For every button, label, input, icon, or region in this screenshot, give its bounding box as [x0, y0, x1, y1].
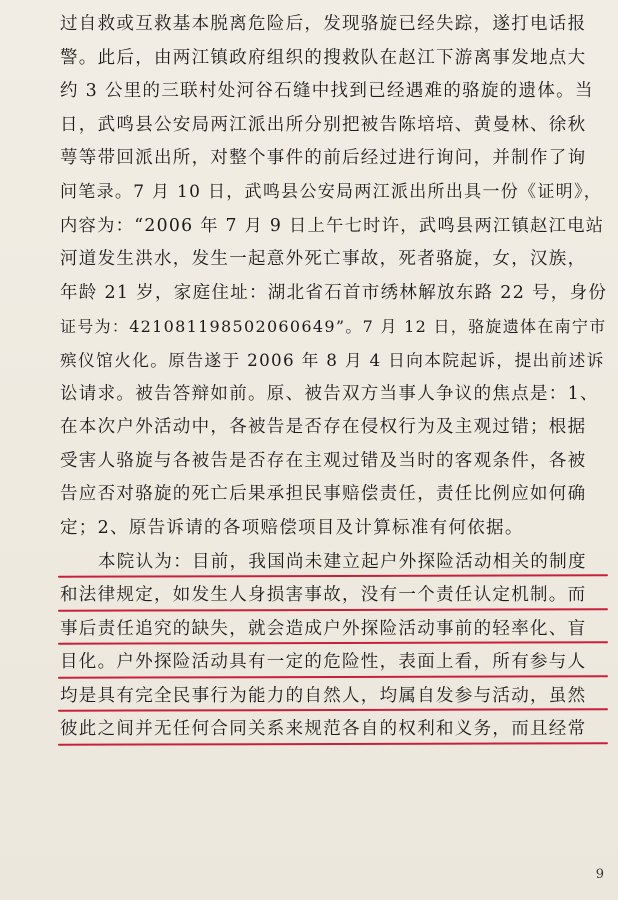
text-line: 殡仪馆火化。原告遂于 2006 年 8 月 4 日向本院起诉，提出前述诉 — [60, 349, 605, 370]
underlined-text-line: 彼此之间并无任何合同关系来规范各自的权利和义务，而且经常 — [60, 713, 608, 747]
text-line: 日，武鸣县公安局两江派出所分别把被告陈培培、黄曼林、徐秋 — [60, 114, 587, 135]
text-line: 约 3 公里的三联村处河谷石缝中找到已经遇难的骆旋的遗体。当 — [60, 81, 594, 102]
underlined-text-line: 目化。户外探险活动具有一定的危险性，表面上看，所有参与人 — [60, 646, 608, 680]
page-number: 9 — [595, 867, 604, 882]
text-line: 萼等带回派出所，对整个事件的前后经过进行询问，并制作了询 — [60, 148, 587, 169]
text-line: 证号为：421081198502060649”。7 月 12 日，骆旋遗体在南宁市 — [60, 317, 607, 337]
text-line: 定；2、原告诉请的各项赔偿项目及计算标准有何依据。 — [60, 517, 524, 538]
text-line: 河道发生洪水，发生一起意外死亡事故，死者骆旋，女，汉族， — [60, 249, 587, 270]
text-line: 讼请求。被告答辩如前。原、被告双方当事人争议的焦点是：1、 — [60, 383, 599, 404]
underlined-text-line: 事后责任追究的缺失，就会造成户外探险活动事前的轻率化、盲 — [60, 613, 608, 647]
text-line: 问笔录。7 月 10 日，武鸣县公安局两江派出所出具一份《证明》， — [60, 181, 603, 202]
text-line: 年龄 21 岁，家庭住址：湖北省石首市绣林解放东路 22 号，身份 — [60, 282, 608, 303]
underlined-text-line: 本院认为：目前，我国尚未建立起户外探险活动相关的制度 — [60, 546, 608, 580]
text-line: 警。此后，由两江镇政府组织的搜救队在赵江下游离事发地点大 — [60, 47, 587, 68]
text-line: 内容为：“2006 年 7 月 9 日上午七时许，武鸣县两江镇赵江电站 — [60, 215, 605, 236]
text-line: 过自救或互救基本脱离危险后，发现骆旋已经失踪，遂打电话报 — [60, 14, 587, 34]
body-text — [60, 8, 608, 747]
text-line: 受害人骆旋与各被告是否存在主观过错及当时的客观条件，各被 — [60, 450, 587, 471]
text-line: 告应否对骆旋的死亡后果承担民事赔偿责任，责任比例应如何确 — [60, 484, 587, 505]
underlined-text-line: 均是具有完全民事行为能力的自然人，均属自发参与活动，虽然 — [60, 680, 608, 714]
text-line: 在本次户外活动中，各被告是否存在侵权行为及主观过错；根据 — [60, 417, 587, 438]
underlined-text-line: 和法律规定，如发生人身损害事故，没有一个责任认定机制。而 — [60, 579, 608, 613]
